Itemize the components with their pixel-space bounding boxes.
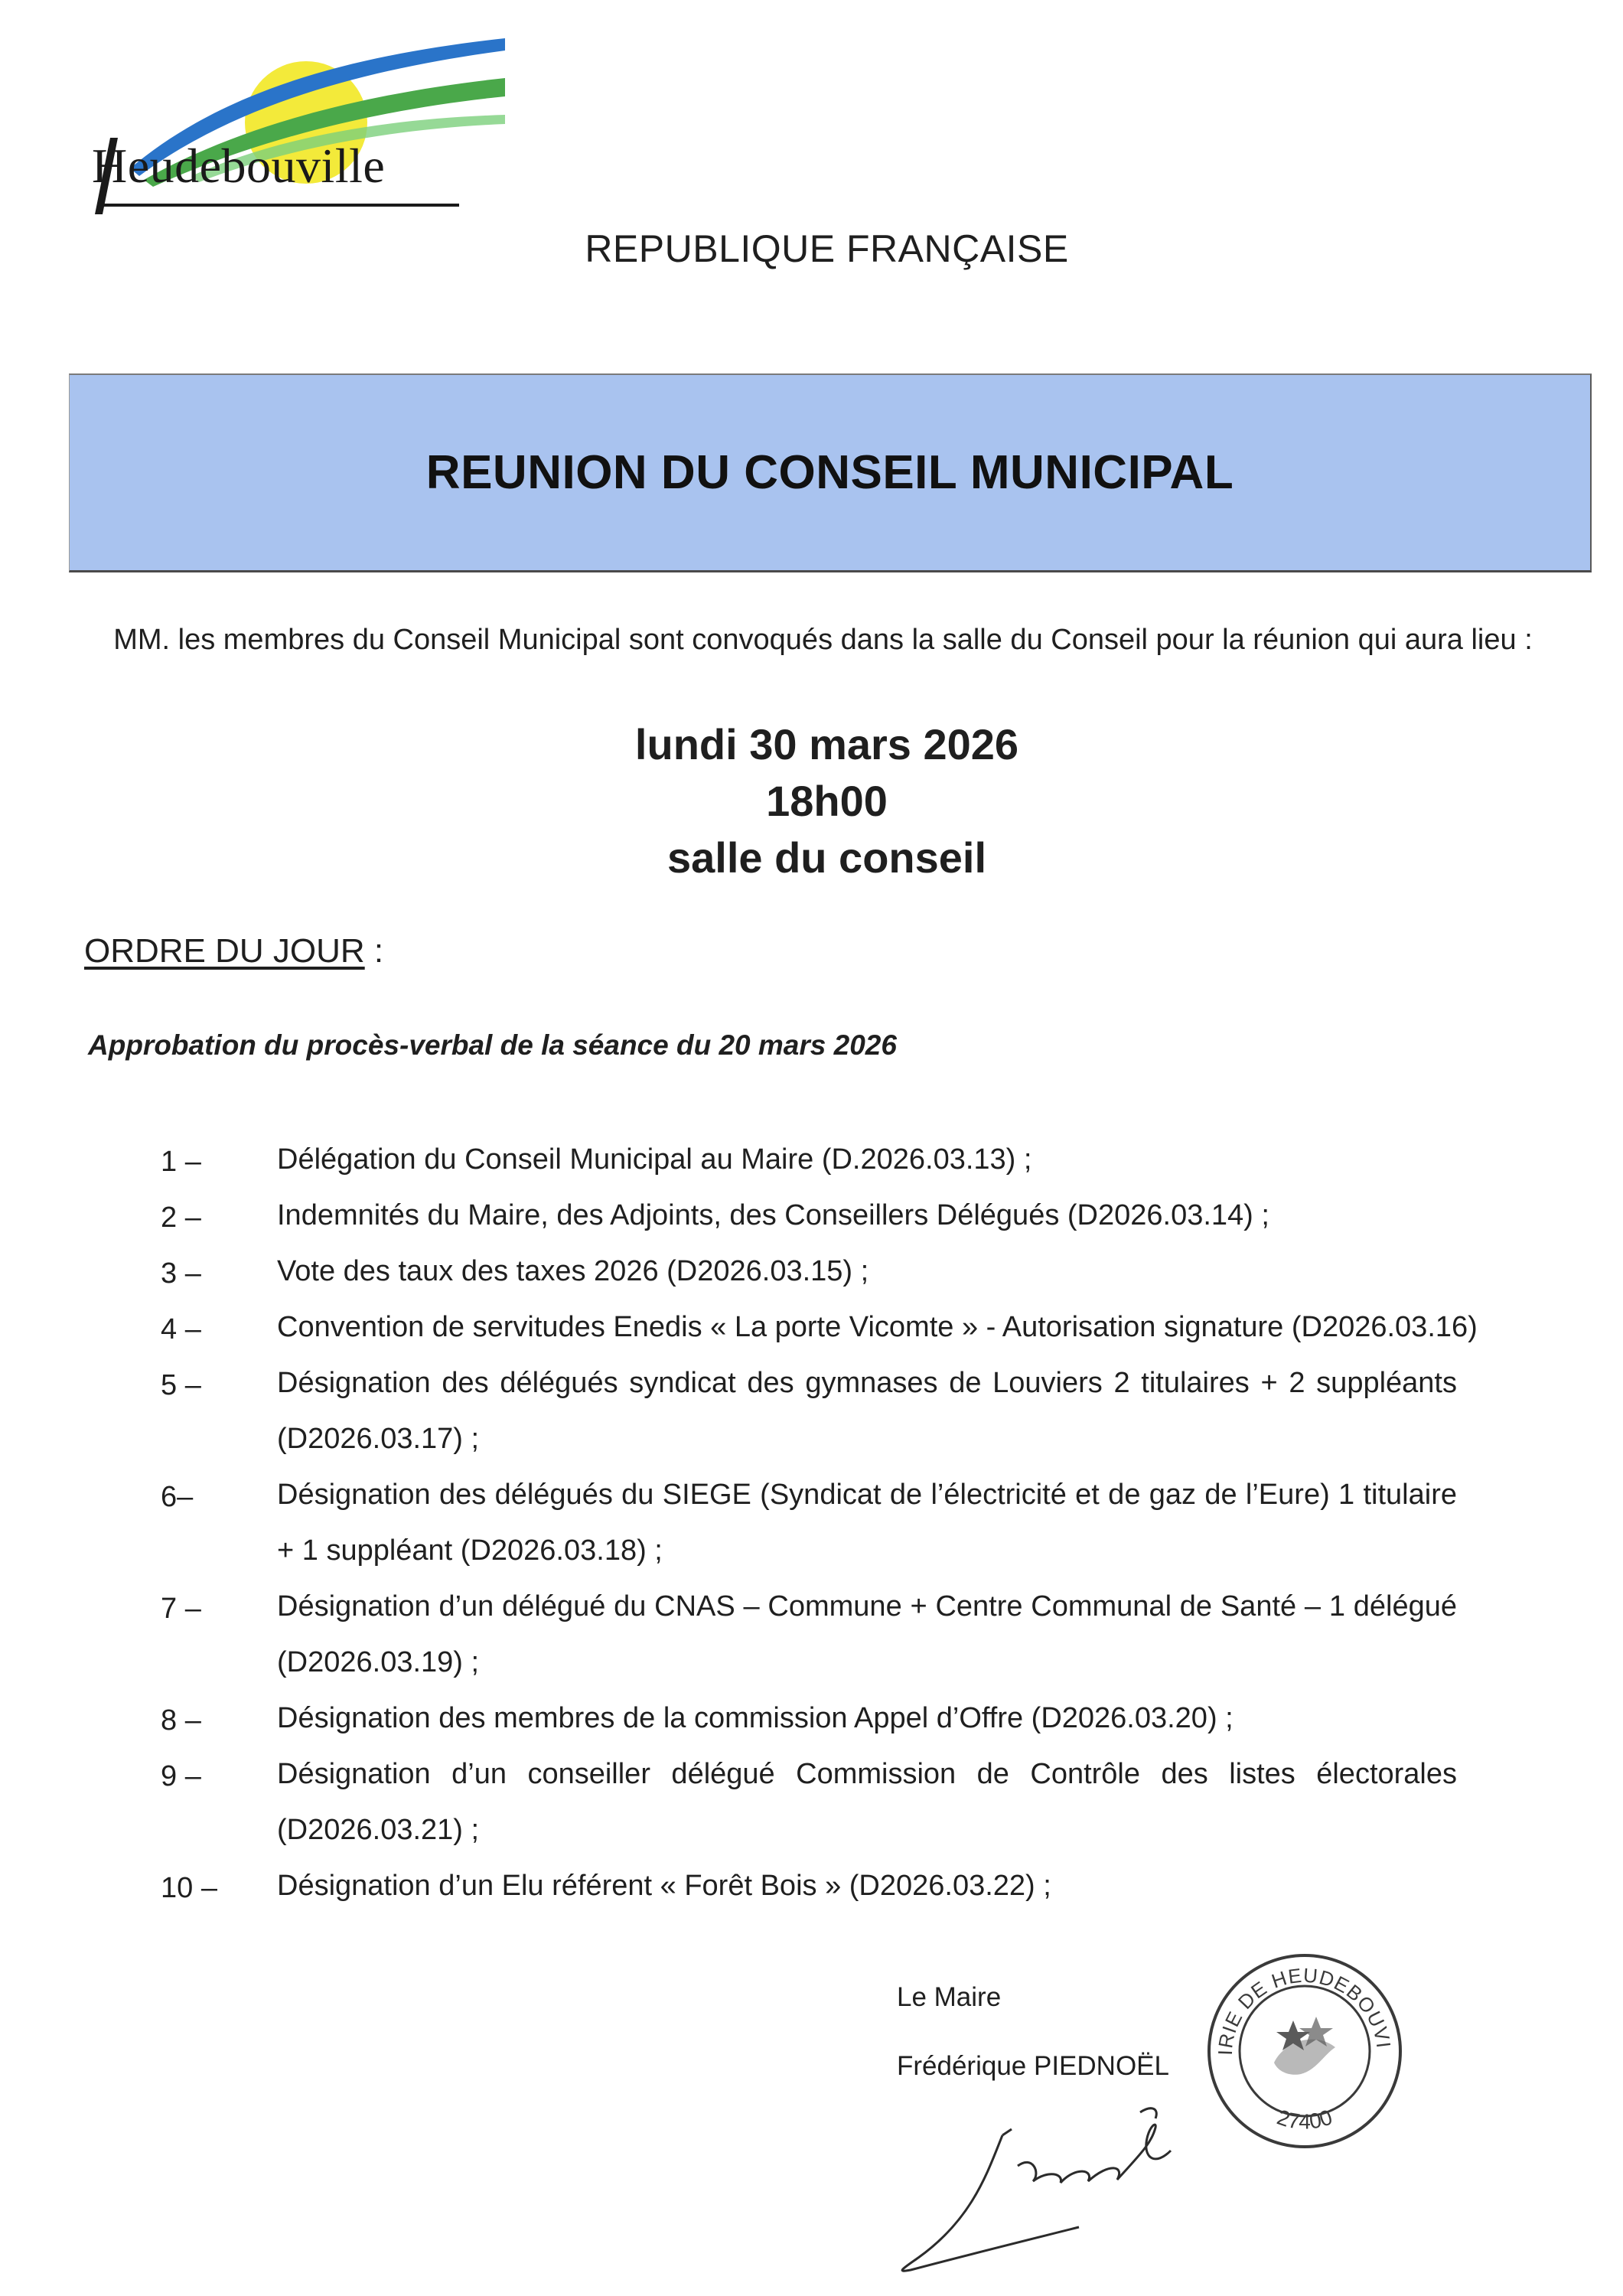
republic-heading: REPUBLIQUE FRANÇAISE — [585, 227, 1069, 270]
logo-underline — [99, 204, 459, 207]
seal-code: 27400 — [1274, 2105, 1335, 2134]
agenda-item-number: 6– — [161, 1481, 194, 1513]
logo-wordmark: Heudebouville — [92, 139, 386, 193]
agenda-item-number: 9 – — [161, 1760, 201, 1792]
agenda-item-text: Délégation du Conseil Municipal au Maire (D.2026.03.13) ; — [277, 1143, 1032, 1176]
agenda-heading-label: ORDRE DU JOUR — [84, 932, 365, 970]
agenda-item-text: Convention de servitudes Enedis « La porte Vicomte » - Autorisation signature (D2026.03.16) — [277, 1311, 1478, 1343]
page-title: REUNION DU CONSEIL MUNICIPAL — [425, 446, 1234, 499]
agenda-item-text: Désignation des délégués syndicat des gymnases de Louviers 2 titulaires + 2 suppléants (D2026.03.17) ; — [277, 1367, 1457, 1455]
agenda-item-text: Désignation d’un délégué du CNAS – Commune + Centre Communal de Santé – 1 délégué (D2026.03.19) ; — [277, 1590, 1457, 1678]
agenda-heading — [84, 932, 383, 970]
agenda-item-number: 3 – — [161, 1257, 201, 1290]
seal-graphic — [1201, 1948, 1408, 2154]
meeting-date: lundi 30 mars 2026 — [634, 720, 1019, 768]
agenda-item-text: Désignation des délégués du SIEGE (Syndicat de l’électricité et de gaz de l’Eure) 1 titulaire + 1 suppléant (D2026.03.18) ; — [277, 1479, 1457, 1567]
mayor-title: Le Maire — [897, 1982, 1002, 2012]
agenda-item-number: 10 – — [161, 1872, 217, 1904]
agenda-item-text: Désignation d’un Elu référent « Forêt Bois » (D2026.03.22) ; — [277, 1870, 1051, 1902]
agenda-item-text: Indemnités du Maire, des Adjoints, des Conseillers Délégués (D2026.03.14) ; — [277, 1199, 1269, 1231]
logo — [77, 23, 505, 237]
agenda-item-number: 7 – — [161, 1593, 201, 1625]
seal-text: IRIE DE HEUDEBOUVI — [1213, 1963, 1396, 2056]
mayor-name: Frédérique PIEDNOËL — [897, 2051, 1169, 2081]
meeting-place: salle du conseil — [666, 833, 987, 882]
agenda-item-number: 8 – — [161, 1704, 201, 1737]
approval-line: Approbation du procès-verbal de la séance du 20 mars 2026 — [88, 1029, 897, 1061]
official-seal — [1201, 1948, 1408, 2154]
agenda-item-number: 4 – — [161, 1313, 201, 1345]
convocation-text: MM. les membres du Conseil Municipal sont convoqués dans la salle du Conseil pour la réunion qui aura lieu : — [113, 624, 1533, 656]
agenda-item-number: 1 – — [161, 1146, 201, 1178]
meeting-time: 18h00 — [766, 777, 888, 825]
agenda-item-number: 2 – — [161, 1202, 201, 1234]
agenda-item-number: 5 – — [161, 1369, 201, 1401]
agenda-heading-colon: : — [364, 932, 384, 970]
svg-text:27400 — [1274, 2105, 1335, 2133]
title-band — [69, 373, 1592, 572]
agenda-item-text: Désignation d’un conseiller délégué Commission de Contrôle des listes électorales (D2026.03.21) ; — [277, 1758, 1457, 1846]
agenda-item-text: Vote des taux des taxes 2026 (D2026.03.15) ; — [277, 1255, 869, 1287]
agenda-item-text: Désignation des membres de la commission Appel d’Offre (D2026.03.20) ; — [277, 1702, 1234, 1734]
